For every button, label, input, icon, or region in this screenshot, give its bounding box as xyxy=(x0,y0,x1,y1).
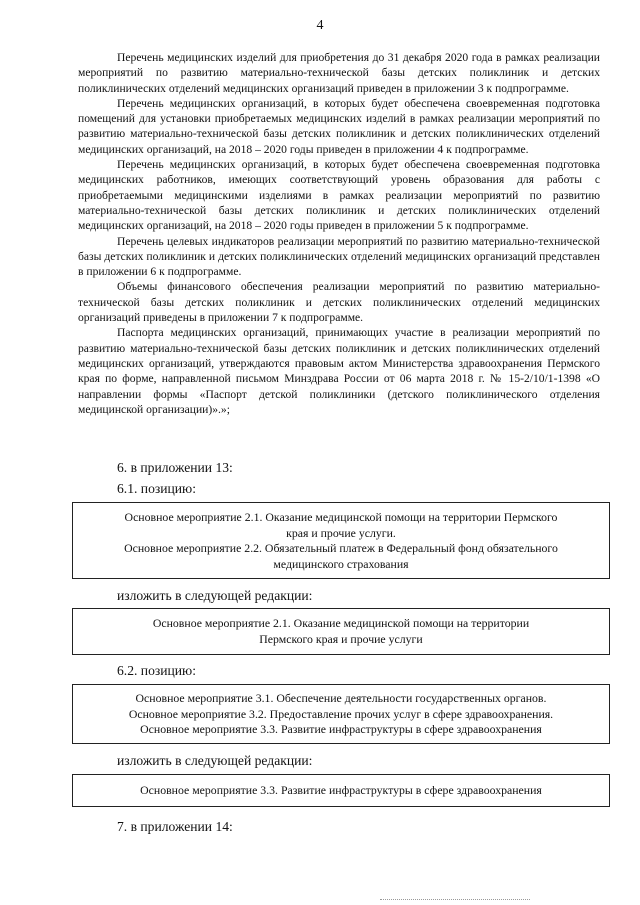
paragraph-appendix-6: Перечень целевых индикаторов реализации мероприятий по развитию материально-технической базы детских поликлиник и детских поликлинических отделений медицинских организаций представлен в приложении 6 к подпрограмме. xyxy=(78,234,600,279)
box-line: Основное мероприятие 3.2. Предоставление прочих услуг в сфере здравоохранения. xyxy=(128,706,554,721)
paragraph-appendix-3: Перечень медицинских изделий для приобретения до 31 декабря 2020 года в рамках реализации мероприятий по развитию материально-технической базы детских поликлиник и детских поликлинических отделений медицинских организаций приведен в приложении 3 к подпрограмме. xyxy=(78,51,600,95)
page-number: 4 xyxy=(316,18,324,33)
item-6: 6. в приложении 13: xyxy=(117,460,233,475)
paragraph-appendix-5: Перечень медицинских организаций, в которых будет обеспечена своевременная подготовка медицинских работников, имеющих соответствующий уровень образования для работы с приобретаемыми медицинскими изделиями в рамках реализации мероприятий по развитию материально-технической базы детских поликлиник и детских поликлинических отделений медицинских организаций, на 2018 – 2020 годы приведен в приложении 5 к подпрограмме. xyxy=(78,158,600,233)
paragraph-appendix-7: Объемы финансового обеспечения реализации мероприятий по развитию материально-технической базы детских поликлиник и детских поликлинических отделений медицинских организаций приведены в приложении 7 к подпрограмме. xyxy=(78,280,600,325)
item-6-1: 6.1. позицию: xyxy=(117,481,196,496)
paragraph-appendix-4: Перечень медицинских организаций, в которых будет обеспечена своевременная подготовка помещений для установки приобретаемых медицинских изделий в рамках реализации мероприятий по развитию материально-технической базы детских поликлиник и детских поликлинических отделений медицинских организаций, на 2018 – 2020 годы приведен в приложении 4 к подпрограмме. xyxy=(78,96,600,156)
position-box-old-2 xyxy=(72,502,610,579)
item-7: 7. в приложении 14: xyxy=(117,819,233,834)
replace-label-2: изложить в следующей редакции: xyxy=(117,753,313,768)
box-line: Основное мероприятие 3.3. Развитие инфраструктуры в сфере здравоохранения xyxy=(140,783,542,797)
scan-artifact xyxy=(380,899,530,902)
box-line: Основное мероприятие 2.1. Оказание медицинской помощи на территории xyxy=(152,616,530,630)
position-box-old-3 xyxy=(72,684,610,744)
box-line: Основное мероприятие 3.3. Развитие инфраструктуры в сфере здравоохранения xyxy=(140,722,542,737)
paragraph-passports: Паспорта медицинских организаций, принимающих участие в реализации мероприятий по развитию материально-технической базы детских поликлиник и детских поликлинических отделений медицинских организаций, утверждаются правовым актом Министерства здравоохранения Пермского края по форме, направленной письмом Минздрава России от 06 марта 2018 г. № 15-2/10/1-1398 «О направлении формы «Паспорт детской поликлиники (детского поликлинического отделения медицинской организации)».»; xyxy=(78,326,600,416)
box-line: края и прочие услуги. xyxy=(286,525,396,540)
box-line: Основное мероприятие 2.1. Оказание медицинской помощи на территории Пермского xyxy=(124,510,558,524)
body-text xyxy=(78,50,600,417)
box-line: Основное мероприятие 2.2. Обязательный платеж в Федеральный фонд обязательного xyxy=(124,541,558,556)
item-6-2: 6.2. позицию: xyxy=(117,663,196,678)
position-box-new-2 xyxy=(72,608,610,655)
replace-label-1: изложить в следующей редакции: xyxy=(117,588,313,603)
box-line: медицинского страхования xyxy=(273,556,409,571)
position-box-new-3 xyxy=(72,774,610,807)
box-line: Основное мероприятие 3.1. Обеспечение деятельности государственных органов. xyxy=(135,691,547,705)
box-line: Пермского края и прочие услуги xyxy=(259,631,423,646)
